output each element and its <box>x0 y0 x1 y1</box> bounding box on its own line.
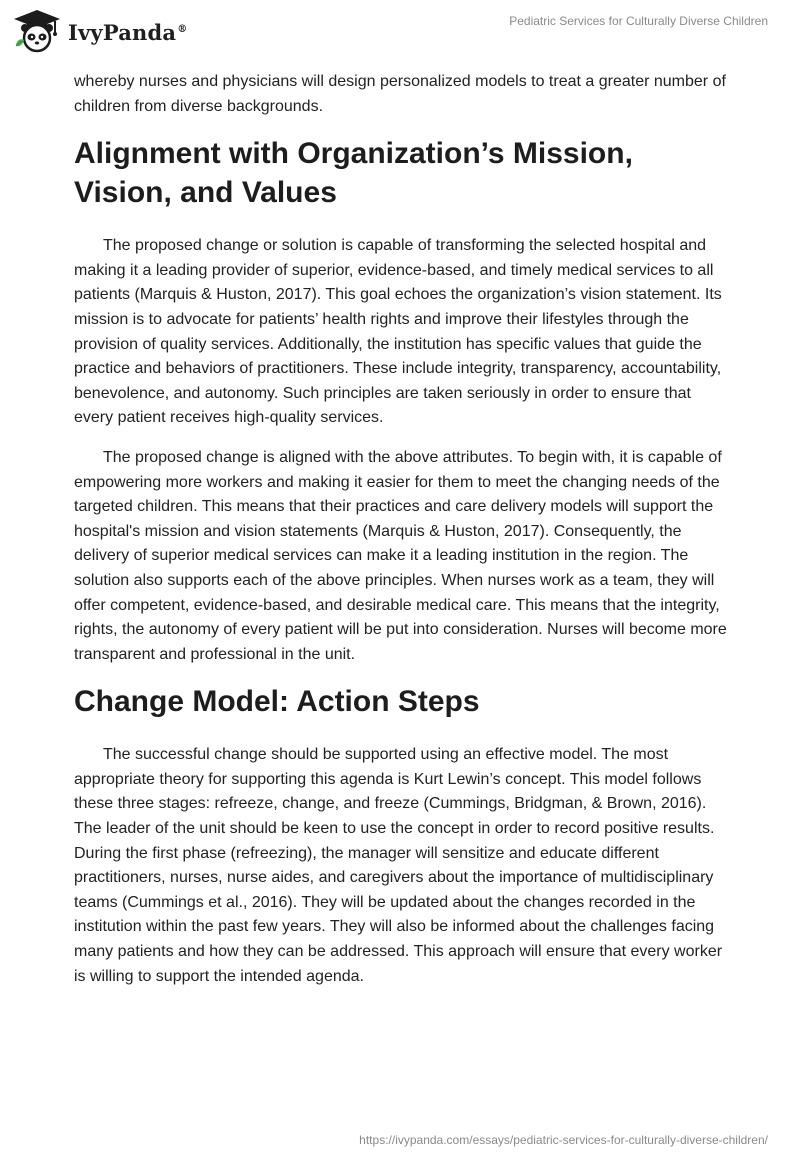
article-body <box>74 70 734 1004</box>
page-header <box>0 0 800 64</box>
intro-paragraph: whereby nurses and physicians will design personalized models to treat a greater number of children from diverse backgrounds. <box>74 73 726 115</box>
document-title: Pediatric Services for Culturally Diverse Children <box>509 14 768 28</box>
section-heading-change-model: Change Model: Action Steps <box>74 685 480 719</box>
paragraph: The proposed change is aligned with the above attributes. To begin with, it is capable of empowering more workers and making it easier for them to meet the changing needs of the targeted children. This means that their practices and care delivery models will support the hospital's mission and vision statements (Marquis & Huston, 2017). Consequently, the delivery of superior medical services can make it a leading institution in the region. The solution also supports each of the above principles. When nurses work as a team, they will offer competent, evidence-based, and desirable medical care. This means that the integrity, rights, the autonomy of every patient will be put into consideration. Nurses will become more transparent and professional in the unit. <box>74 448 727 663</box>
ivypanda-logo[interactable] <box>12 8 187 54</box>
paragraph: The successful change should be supported using an effective model. The most appropriate theory for supporting this agenda is Kurt Lewin’s concept. This model follows these three stages: refreeze, change, and freeze (Cummings, Bridgman, & Brown, 2016). The leader of the unit should be keen to use the concept in order to record positive results. During the first phase (refreezing), the manager will sensitize and educate different practitioners, nurses, nurse aides, and caregivers about the importance of multidisciplinary teams (Cummings et al., 2016). They will be updated about the changes recorded in the institution within the past few years. They will also be informed about the challenges facing many patients and how they can be addressed. This approach will ensure that every worker is willing to support the intended agenda. <box>74 746 723 985</box>
panda-graduate-icon <box>12 8 62 54</box>
section-heading-alignment: Alignment with Organization’s Mission, Vision, and Values <box>74 137 633 210</box>
paragraph: The proposed change or solution is capable of transforming the selected hospital and making it a leading provider of superior, evidence-based, and timely medical services to all patients (Marquis & Huston, 2017). This goal echoes the organization’s vision statement. Its mission is to advocate for patients’ health rights and improve their lifestyles through the provision of quality services. Additionally, the institution has specific values that guide the practice and behaviors of practitioners. These include integrity, transparency, accountability, benevolence, and autonomy. Such principles are taken seriously in order to ensure that every patient receives high-quality services. <box>74 237 722 427</box>
brand-name: IvyPanda® <box>68 19 188 45</box>
source-url-link[interactable]: https://ivypanda.com/essays/pediatric-services-for-culturally-diverse-children/ <box>359 1133 768 1147</box>
